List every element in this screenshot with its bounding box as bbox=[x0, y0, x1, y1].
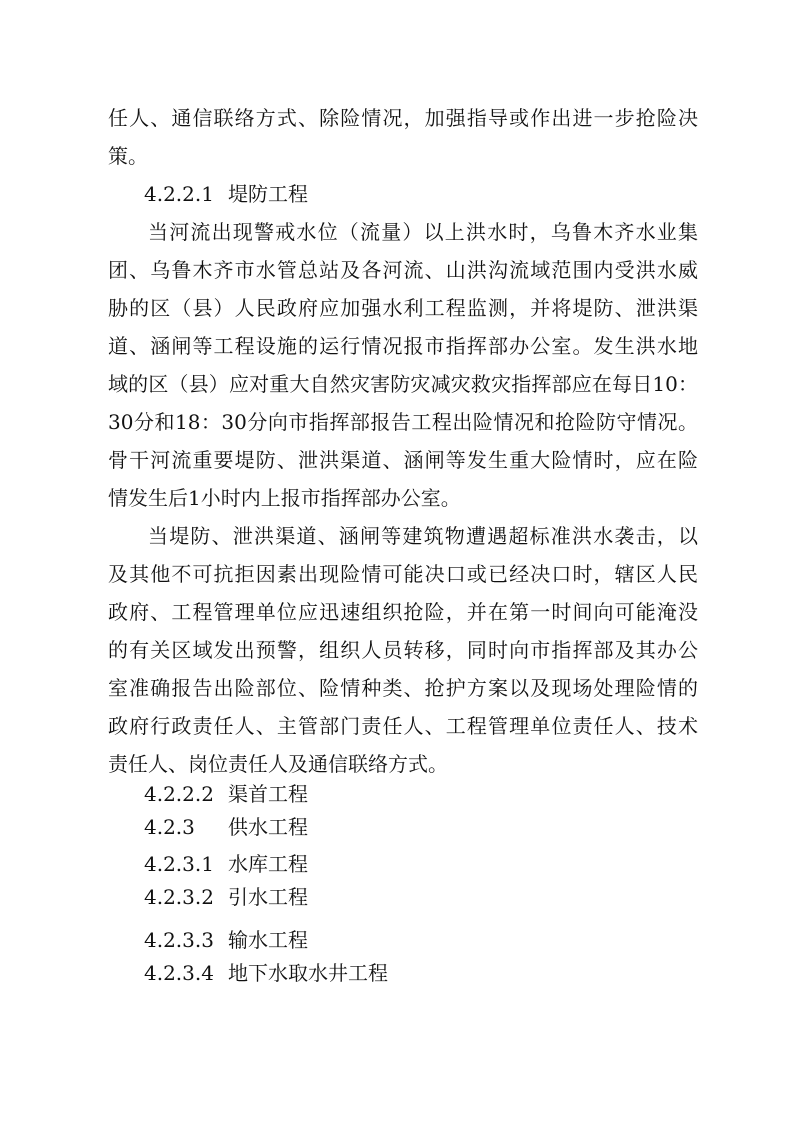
paragraph-line: 当河流出现警戒水位（流量）以上洪水时，乌鲁木齐水业集 bbox=[148, 220, 698, 244]
section-heading bbox=[144, 780, 308, 808]
section-heading bbox=[144, 959, 388, 987]
section-number: 4.2.3.3 bbox=[144, 928, 214, 952]
section-title: 堤防工程 bbox=[228, 182, 308, 206]
section-number: 4.2.3 bbox=[144, 815, 195, 839]
paragraph-line: 政府行政责任人、主管部门责任人、工程管理单位责任人、技术 bbox=[108, 714, 698, 738]
paragraph-line: 域的区（县）应对重大自然灾害防灾减灾救灾指挥部应在每日10： bbox=[108, 372, 698, 396]
section-number: 4.2.3.4 bbox=[144, 961, 214, 985]
section-title: 水库工程 bbox=[228, 852, 308, 876]
paragraph-line: 情发生后1小时内上报市指挥部办公室。 bbox=[108, 486, 461, 510]
paragraph-line: 胁的区（县）人民政府应加强水利工程监测，并将堤防、泄洪渠 bbox=[108, 296, 698, 320]
section-heading bbox=[144, 883, 308, 911]
paragraph-line: 道、涵闸等工程设施的运行情况报市指挥部办公室。发生洪水地 bbox=[108, 334, 698, 358]
section-number: 4.2.2.1 bbox=[144, 182, 214, 206]
section-title: 输水工程 bbox=[228, 928, 308, 952]
paragraph-line: 团、乌鲁木齐市水管总站及各河流、山洪沟流域范围内受洪水威 bbox=[108, 258, 698, 282]
section-number: 4.2.3.2 bbox=[144, 885, 214, 909]
paragraph-line: 策。 bbox=[108, 144, 148, 168]
section-heading bbox=[144, 850, 308, 878]
section-heading bbox=[144, 813, 308, 841]
section-title: 渠首工程 bbox=[228, 782, 308, 806]
paragraph-line: 的有关区域发出预警，组织人员转移，同时向市指挥部及其办公 bbox=[108, 638, 698, 662]
section-heading bbox=[144, 926, 308, 954]
paragraph-line: 室准确报告出险部位、险情种类、抢护方案以及现场处理险情的 bbox=[108, 676, 698, 700]
section-number: 4.2.3.1 bbox=[144, 852, 214, 876]
paragraph-line: 当堤防、泄洪渠道、涵闸等建筑物遭遇超标准洪水袭击，以 bbox=[148, 524, 698, 548]
section-heading bbox=[144, 180, 308, 208]
section-title: 地下水取水井工程 bbox=[228, 961, 388, 985]
section-title: 引水工程 bbox=[228, 885, 308, 909]
paragraph-line: 任人、通信联络方式、除险情况，加强指导或作出进一步抢险决 bbox=[108, 106, 698, 130]
section-title: 供水工程 bbox=[228, 815, 308, 839]
paragraph-line: 30分和18：30分向市指挥部报告工程出险情况和抢险防守情况。 bbox=[108, 410, 698, 434]
paragraph-line: 及其他不可抗拒因素出现险情可能决口或已经决口时，辖区人民 bbox=[108, 562, 698, 586]
paragraph-line: 责任人、岗位责任人及通信联络方式。 bbox=[108, 752, 448, 776]
paragraph-line: 骨干河流重要堤防、泄洪渠道、涵闸等发生重大险情时，应在险 bbox=[108, 448, 698, 472]
paragraph-line: 政府、工程管理单位应迅速组织抢险，并在第一时间向可能淹没 bbox=[108, 600, 698, 624]
section-number: 4.2.2.2 bbox=[144, 782, 214, 806]
